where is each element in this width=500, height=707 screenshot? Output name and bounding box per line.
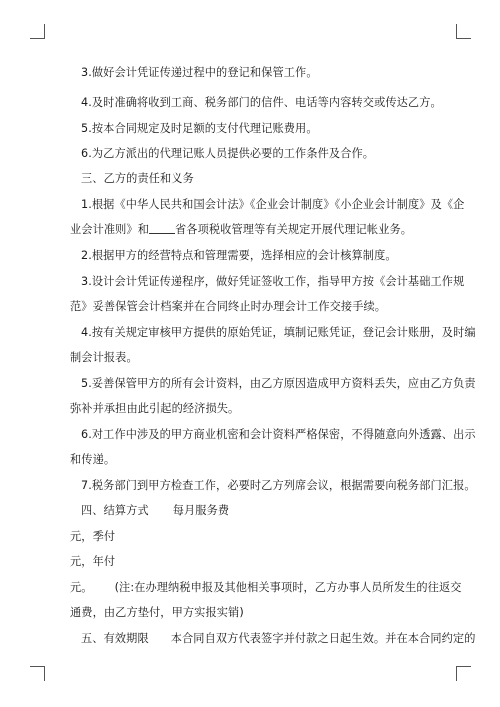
paragraph: 4.及时准确将收到工商、税务部门的信件、电话等内容转交或传达乙方。 [81, 96, 442, 109]
paragraph-continuation [70, 223, 412, 237]
paragraph: 7.税务部门到甲方检查工作，必要时乙方列席会议，根据需要向税务部门汇报。 [81, 479, 476, 492]
paragraph-continuation: 和传递。 [70, 453, 116, 466]
paragraph: 3.做好会计凭证传递过程中的登记和保管工作。 [81, 66, 318, 79]
paragraph-continuation: 元，年付 [70, 555, 116, 568]
paragraph: 3.设计会计凭证传递程序，做好凭证签收工作，指导甲方按《会计基础工作规 [81, 275, 465, 288]
text-segment: 每月服务费 [172, 504, 230, 517]
text-segment: 五、有效期限 [81, 632, 149, 645]
paragraph-continuation: 通费，由乙方垫付，甲方实报实销) [70, 606, 244, 619]
paragraph: 4.按有关规定审核甲方提供的原始凭证，填制记账凭证，登记会计账册，及时编 [81, 326, 476, 339]
paragraph-continuation: 范》妥善保管会计档案并在合同终止时办理会计工作交接手续。 [70, 300, 387, 313]
paragraph: 6.为乙方派出的代理记账人员提供必要的工作条件及合作。 [81, 147, 375, 160]
text-segment: 业会计准则》和 [70, 223, 150, 236]
paragraph: 5.按本合同规定及时足额的支付代理记账费用。 [81, 122, 318, 135]
paragraph-continuation: 制会计报表。 [70, 351, 138, 364]
fill-in-blank [149, 223, 175, 234]
paragraph: 5.妥善保管甲方的所有会计资料，由乙方原因造成甲方资料丢失，应由乙方负责 [81, 377, 476, 390]
paragraph: 1.根据《中华人民共和国会计法》《企业会计制度》《小企业会计制度》及《企 [81, 198, 465, 211]
text-segment: (注:在办理纳税申报及其他相关事项时，乙方办事人员所发生的往返交 [114, 581, 462, 594]
text-segment: 元。 [70, 581, 93, 594]
section-heading: 三、乙方的责任和义务 [81, 172, 194, 185]
paragraph-continuation: 元，季付 [70, 530, 116, 543]
paragraph: 2.根据甲方的经营特点和管理需要，选择相应的会计核算制度。 [81, 249, 397, 262]
text-segment: 四、结算方式 [81, 504, 149, 517]
paragraph-continuation [70, 581, 462, 595]
paragraph: 6.对工作中涉及的甲方商业机密和会计资料严格保密，不得随意向外透露、出示 [81, 428, 476, 441]
section-heading [81, 504, 229, 518]
text-segment: 本合同自双方代表签字并付款之日起生效。并在本合同约定的 [170, 632, 476, 645]
crop-mark-bottom-left [30, 666, 45, 681]
crop-mark-top-right [456, 24, 471, 39]
crop-mark-bottom-right [456, 666, 471, 681]
crop-mark-top-left [30, 24, 45, 39]
section-heading [81, 632, 476, 646]
paragraph-continuation: 弥补并承担由此引起的经济损失。 [70, 402, 240, 415]
text-segment: 省各项税收管理等有关规定开展代理记帐业务。 [175, 223, 413, 236]
